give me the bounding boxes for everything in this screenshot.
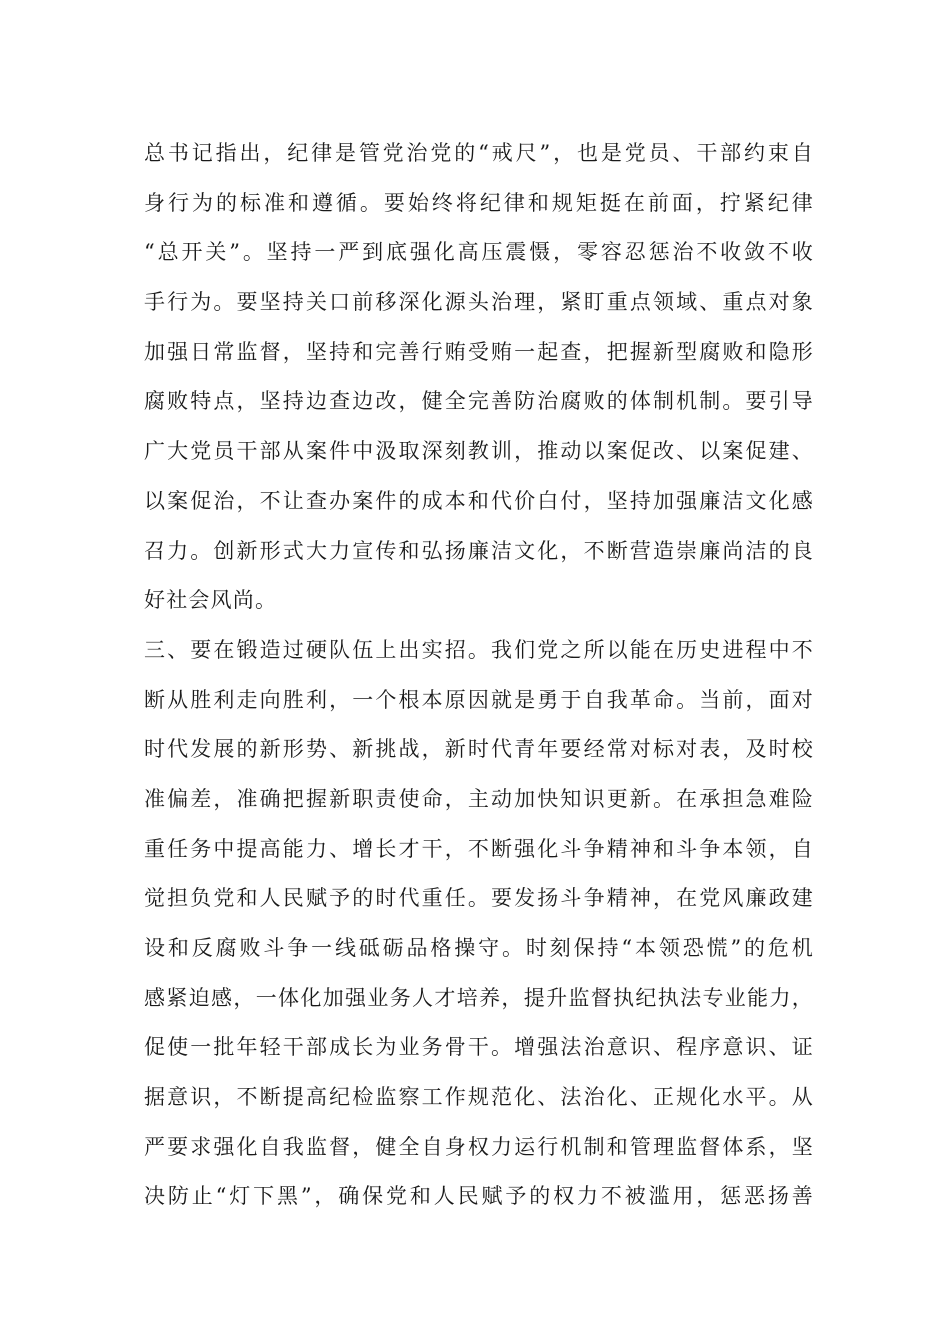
text-line: 好社会风尚。	[144, 588, 278, 613]
text-line: 手行为。要坚持关口前移深化源头治理，紧盯重点领域、重点对象	[144, 290, 814, 315]
text-line: 召力。创新形式大力宣传和弘扬廉洁文化，不断营造崇廉尚洁的良	[144, 538, 814, 563]
text-line: 时代发展的新形势、新挑战，新时代青年要经常对标对表，及时校	[144, 737, 814, 762]
text-line: 广大党员干部从案件中汲取深刻教训，推动以案促改、以案促建、	[144, 439, 814, 464]
body-text	[144, 135, 814, 1228]
text-line: 重任务中提高能力、增长才干，不断强化斗争精神和斗争本领，自	[144, 836, 814, 861]
text-line: 断从胜利走向胜利，一个根本原因就是勇于自我革命。当前，面对	[144, 687, 814, 712]
text-line: 身行为的标准和遵循。要始终将纪律和规矩挺在前面，拧紧纪律	[144, 190, 814, 215]
text-line: 三、要在锻造过硬队伍上出实招。我们党之所以能在历史进程中不	[144, 637, 814, 662]
text-line: 严要求强化自我监督，健全自身权力运行机制和管理监督体系，坚	[144, 1134, 814, 1159]
text-line: 设和反腐败斗争一线砥砺品格操守。时刻保持“本领恐慌”的危机	[144, 936, 814, 960]
text-line: 据意识，不断提高纪检监察工作规范化、法治化、正规化水平。从	[144, 1085, 814, 1110]
text-line: 准偏差，准确把握新职责使命，主动加快知识更新。在承担急难险	[144, 786, 814, 811]
text-line: “总开关”。坚持一严到底强化高压震慑，零容忍惩治不收敛不收	[144, 240, 814, 265]
text-line: 感紧迫感，一体化加强业务人才培养，提升监督执纪执法专业能力，	[144, 985, 814, 1010]
text-line: 促使一批年轻干部成长为业务骨干。增强法治意识、程序意识、证	[144, 1035, 814, 1060]
text-line: 腐败特点，坚持边查边改，健全完善防治腐败的体制机制。要引导	[144, 389, 814, 414]
text-line: 以案促治，不让查办案件的成本和代价白付，坚持加强廉洁文化感	[144, 488, 814, 513]
text-line: 总书记指出，纪律是管党治党的“戒尺”，也是党员、干部约束自	[144, 141, 814, 165]
text-line: 决防止“灯下黑”，确保党和人民赋予的权力不被滥用，惩恶扬善	[144, 1184, 814, 1209]
text-line: 觉担负党和人民赋予的时代重任。要发扬斗争精神，在党风廉政建	[144, 886, 814, 911]
text-line: 加强日常监督，坚持和完善行贿受贿一起查，把握新型腐败和隐形	[144, 339, 814, 364]
